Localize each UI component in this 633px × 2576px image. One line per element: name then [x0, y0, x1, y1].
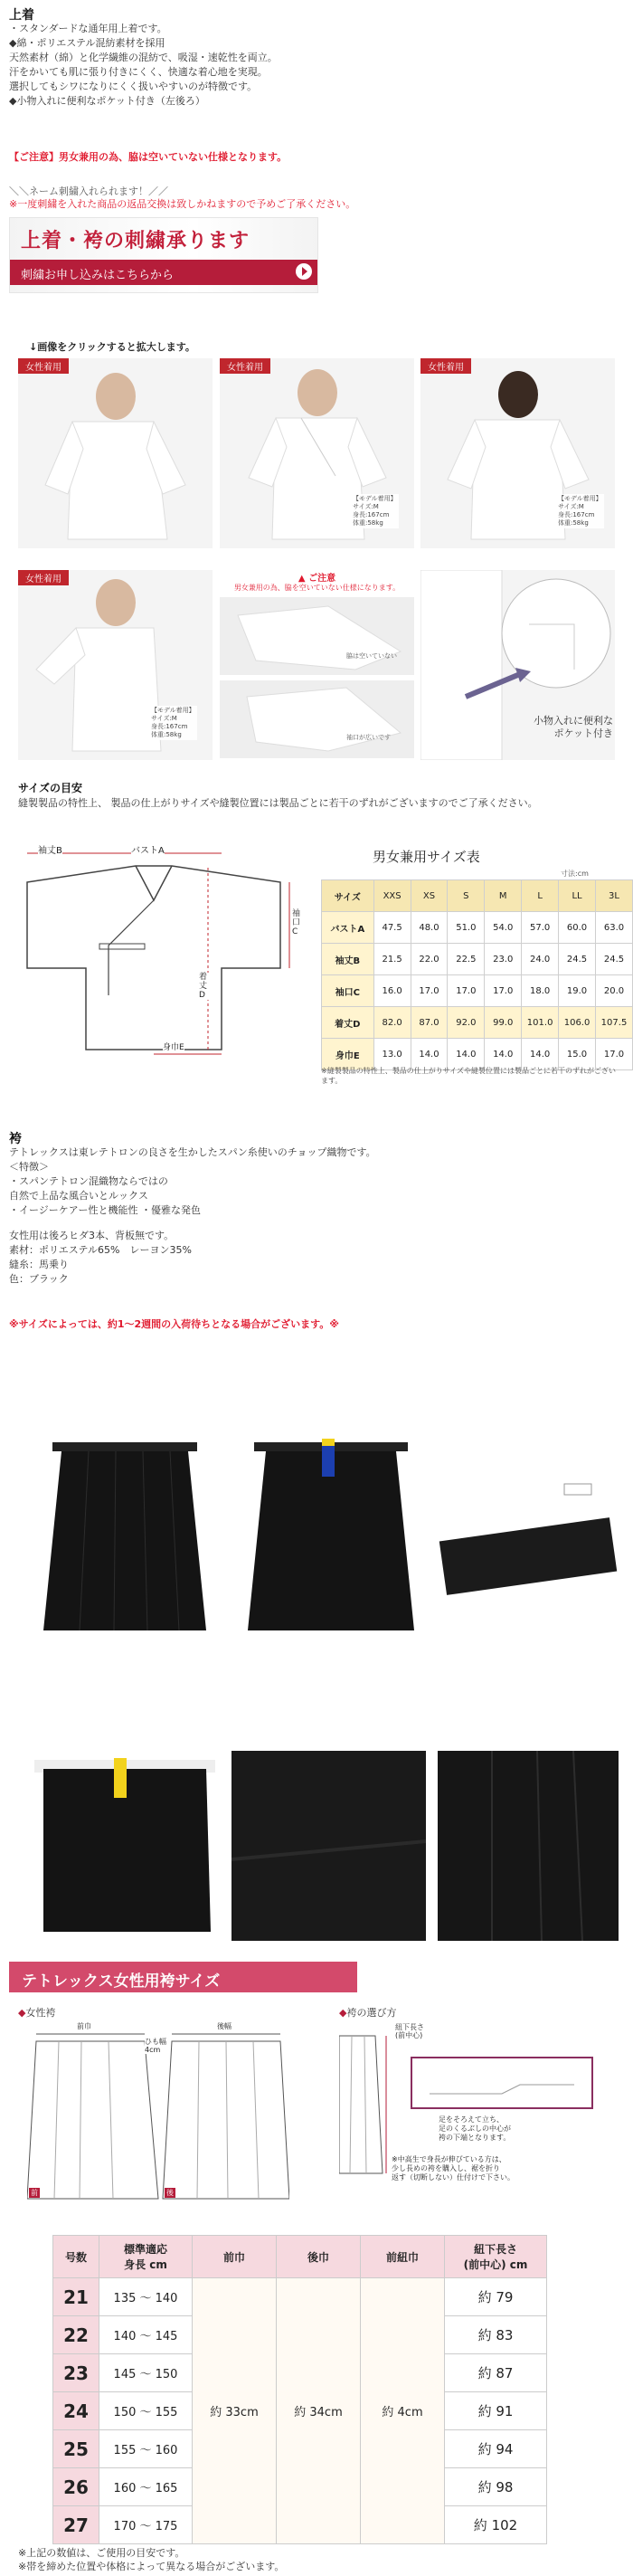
size-table-header-cell: サイズ: [322, 880, 374, 912]
gallery-photo-notice[interactable]: [220, 570, 414, 760]
hakama-length: 約 91: [445, 2392, 547, 2430]
hakama-size-number: 22: [53, 2316, 99, 2354]
hakama-table-header-cell: 後巾: [277, 2236, 361, 2278]
model-caption: 【モデル着用】 サイズ:M 身長:167cm 体重:58kg: [558, 495, 602, 527]
hakama-label-illustration: [231, 1439, 426, 1633]
hakama-texture-illustration: [231, 1751, 426, 1941]
label-front-width: 前巾: [77, 2022, 91, 2030]
embroidery-headline: ＼＼ネーム刺繍入れられます！／／: [9, 185, 168, 197]
size-table-cell: 17.0: [596, 1039, 633, 1070]
hakama-table-header-cell: 前巾: [193, 2236, 277, 2278]
size-table-header-cell: 3L: [596, 880, 633, 912]
label-sleeve-b: 袖丈B: [38, 842, 62, 856]
female-tag: 女性着用: [18, 358, 69, 374]
note-line: ※帯を締めた位置や体格によって異なる場合がございます。: [18, 2561, 285, 2572]
hakama-length: 約 94: [445, 2430, 547, 2468]
hakama-line: テトレックスは東レテトロンの良さを生かしたスパン糸使いのチョップ織物です。: [9, 1146, 376, 1158]
size-table-cell: 51.0: [448, 912, 485, 944]
hakama-size-number: 25: [53, 2430, 99, 2468]
hakama-line: ＜特徴＞: [9, 1161, 49, 1173]
hakama-table-header-cell: 号数: [53, 2236, 99, 2278]
delivery-notice: ※サイズによっては、約1〜2週間の入荷待ちとなる場合がございます。※: [9, 1318, 339, 1330]
gallery-photo-wrap[interactable]: [220, 358, 414, 548]
size-table-cell: 18.0: [522, 975, 559, 1007]
size-table-cell: 15.0: [559, 1039, 596, 1070]
back-tag: 後: [166, 2189, 174, 2197]
embroidery-warning: ※一度刺繍を入れた商品の返品交換は致しかねますので予めご了承ください。: [9, 198, 356, 210]
size-table-footnote: ※縫製製品の特性上、製品の仕上がりサイズや縫製位置には製品ごとに若干のずれがございます。: [321, 1067, 617, 1085]
choose-note-1: 足をそろえて立ち、 足のくるぶしの中心が 袴の下端となります。: [439, 2115, 511, 2142]
size-table-cell: 13.0: [373, 1039, 411, 1070]
hakama-front-himo: 約 4cm: [361, 2278, 445, 2544]
kimono-diagram: [18, 837, 316, 1063]
pocket-caption: 小物入れに便利な ポケット付き: [534, 715, 613, 739]
size-table-row-label: 袖丈B: [322, 944, 374, 975]
hakama-length: 約 79: [445, 2278, 547, 2316]
click-hint: ↓画像をクリックすると拡大します。: [29, 341, 195, 353]
hakama-detail-illustration: [438, 1439, 619, 1633]
size-table-cell: 47.5: [373, 912, 411, 944]
sleeve-label: 袖口が広いです: [346, 734, 391, 741]
embroidery-apply-bar[interactable]: [10, 260, 317, 285]
size-table-header-row: [322, 880, 633, 912]
hakama-table-header-cell: 紐下長さ (前中心) cm: [445, 2236, 547, 2278]
gallery-photo-side[interactable]: [18, 570, 213, 760]
label-cuff-c: 袖口C: [292, 909, 303, 936]
size-guide-text: 縫製製品の特性上、 製品の仕上がりサイズや縫製位置には製品ごとに若干のずれがございますのでご了承ください。: [18, 797, 538, 809]
hakama-photo-front[interactable]: [25, 1439, 220, 1633]
hakama-line: ・スパンテトロン混織物ならではの: [9, 1175, 168, 1187]
size-table-cell: 14.0: [485, 1039, 522, 1070]
size-table-cell: 22.0: [411, 944, 448, 975]
uwagi-bullet: ・スタンダードな通年用上着です。: [9, 23, 167, 34]
size-table-row-label: 身巾E: [322, 1039, 374, 1070]
label-himo-width: ひも幅 4cm: [145, 2038, 166, 2054]
hakama-photo-back[interactable]: [438, 1751, 619, 1941]
hakama-size-number: 24: [53, 2392, 99, 2430]
female-tag: 女性着用: [220, 358, 270, 374]
uwagi-bullet: 選択してもシワになりにくく扱いやすいのが特徴です。: [9, 81, 258, 92]
hakama-height-range: 170 〜 175: [99, 2506, 193, 2544]
hakama-height-range: 135 〜 140: [99, 2278, 193, 2316]
size-table-cell: 82.0: [373, 1007, 411, 1039]
hakama-back-width: 約 34cm: [277, 2278, 361, 2544]
size-table-cell: 24.0: [522, 944, 559, 975]
hakama-line: 色：ブラック: [9, 1273, 69, 1285]
size-table-cell: 63.0: [596, 912, 633, 944]
size-table-header-cell: S: [448, 880, 485, 912]
hakama-length: 約 102: [445, 2506, 547, 2544]
hakama-line: 素材：ポリエステル65% レーヨン35%: [9, 1244, 192, 1256]
hakama-line: 自然で上品な風合いとルックス: [9, 1190, 148, 1202]
hakama-title: 袴: [9, 1132, 22, 1146]
size-table-header-cell: XXS: [373, 880, 411, 912]
size-table-cell: 19.0: [559, 975, 596, 1007]
hakama-table-row: [53, 2278, 547, 2316]
hakama-table-header-row: [53, 2236, 547, 2278]
size-table-cell: 14.0: [522, 1039, 559, 1070]
choose-note-2: ※中高生で身長が伸びている方は、 少し長めの袴を購入し、裾を折り 返す（切断しない）仕付けで下さい。: [392, 2155, 515, 2182]
diamond-icon: ◆: [339, 2007, 347, 2019]
size-table-header-cell: M: [485, 880, 522, 912]
hakama-length: 約 83: [445, 2316, 547, 2354]
size-table-row: [322, 944, 633, 975]
size-table-cell: 24.5: [596, 944, 633, 975]
female-tag: 女性着用: [18, 570, 69, 585]
hakama-size-number: 27: [53, 2506, 99, 2544]
gallery-photo-front[interactable]: [18, 358, 213, 548]
size-guide-title: サイズの目安: [18, 782, 83, 794]
hakama-photo-detail[interactable]: [438, 1439, 619, 1633]
hakama-size-notes: [18, 2546, 284, 2573]
hakama-length: 約 87: [445, 2354, 547, 2392]
arrow-right-icon[interactable]: [296, 263, 312, 280]
embroidery-apply-label: 刺繍お申し込みはこちらから: [21, 269, 175, 282]
uwagi-bullet: ◆綿・ポリエステル混紡素材を採用: [9, 37, 165, 49]
embroidery-banner-title: 上着・袴の刺繍承ります: [21, 229, 250, 252]
diamond-icon: ◆: [18, 2007, 26, 2019]
size-table-header-cell: L: [522, 880, 559, 912]
size-table-cell: 23.0: [485, 944, 522, 975]
size-table-cell: 101.0: [522, 1007, 559, 1039]
size-table-cell: 14.0: [411, 1039, 448, 1070]
hakama-front-illustration: [25, 1439, 220, 1633]
size-table-cell: 17.0: [448, 975, 485, 1007]
uwagi-bullet: 天然素材（綿）と化学繊維の混紡で、吸湿・速乾性を両立。: [9, 52, 278, 63]
size-table-cell: 20.0: [596, 975, 633, 1007]
choose-hakama-title: ◆袴の選び方: [339, 2007, 397, 2019]
size-table-header-cell: LL: [559, 880, 596, 912]
hakama-size-table: [52, 2235, 547, 2544]
size-table-title: 男女兼用サイズ表: [373, 849, 480, 865]
size-table-cell: 57.0: [522, 912, 559, 944]
uwagi-title: 上着: [9, 8, 34, 23]
hakama-height-range: 145 〜 150: [99, 2354, 193, 2392]
size-table-unit: 寸法:cm: [561, 870, 589, 878]
gallery-photo-pocket[interactable]: [420, 570, 615, 760]
size-table-cell: 22.5: [448, 944, 485, 975]
hakama-back-illustration: [438, 1751, 619, 1941]
hakama-table-header-cell: 標準適応 身長 cm: [99, 2236, 193, 2278]
front-tag: 前: [31, 2189, 38, 2197]
label-back-width: 後幅: [217, 2022, 231, 2030]
size-table-cell: 21.5: [373, 944, 411, 975]
size-table-header-cell: XS: [411, 880, 448, 912]
size-table-row: [322, 912, 633, 944]
size-table-cell: 17.0: [411, 975, 448, 1007]
hakama-photo-label[interactable]: [231, 1439, 426, 1633]
embroidery-banner[interactable]: [9, 217, 318, 293]
size-table: [321, 879, 633, 1070]
hakama-folded-illustration: [25, 1751, 220, 1941]
hakama-lines: [9, 1145, 376, 1287]
label-body-width-e: 身巾E: [163, 1041, 184, 1052]
uwagi-notice: 【ご注意】男女兼用の為、脇は空いていない仕様となります。: [9, 151, 288, 163]
size-table-cell: 54.0: [485, 912, 522, 944]
hakama-photo-folded[interactable]: [25, 1751, 220, 1941]
size-table-cell: 24.5: [559, 944, 596, 975]
size-table-cell: 106.0: [559, 1007, 596, 1039]
uwagi-bullets: [9, 22, 278, 109]
hakama-height-range: 155 〜 160: [99, 2430, 193, 2468]
size-table-cell: 60.0: [559, 912, 596, 944]
hakama-size-banner: [9, 1962, 357, 1992]
model-caption: 【モデル着用】 サイズ:M 身長:167cm 体重:58kg: [151, 707, 195, 738]
hakama-front-width: 約 33cm: [193, 2278, 277, 2544]
hakama-line: [9, 1218, 376, 1229]
uwagi-bullet: 汗をかいても肌に張り付きにくく、快適な着心地を実現。: [9, 66, 268, 78]
hakama-height-range: 140 〜 145: [99, 2316, 193, 2354]
uwagi-bullet: ◆小物入れに便利なポケット付き（左後ろ）: [9, 95, 205, 107]
size-table-cell: 16.0: [373, 975, 411, 1007]
hakama-height-range: 160 〜 165: [99, 2468, 193, 2506]
size-table-cell: 87.0: [411, 1007, 448, 1039]
size-table-cell: 48.0: [411, 912, 448, 944]
hakama-size-number: 21: [53, 2278, 99, 2316]
notice-text: 男女兼用の為、脇を空いていない仕様になります。: [233, 584, 401, 592]
size-table-row: [322, 1007, 633, 1039]
hakama-line: 女性用は後ろヒダ3本、背板無です。: [9, 1230, 175, 1241]
hakama-size-banner-title: テトレックス女性用袴サイズ: [22, 1972, 221, 1991]
gallery-photo-back[interactable]: [420, 358, 615, 548]
note-line: ※上記の数値は、ご使用の目安です。: [18, 2547, 185, 2559]
size-table-row-label: 着丈D: [322, 1007, 374, 1039]
hakama-length: 約 98: [445, 2468, 547, 2506]
hakama-line: ・イージーケアー性と機能性 ・優雅な発色: [9, 1204, 201, 1216]
label-length-d: 着丈D: [199, 973, 210, 1000]
notice-title: ▲ ご注意: [298, 574, 336, 584]
size-table-row-label: バストA: [322, 912, 374, 944]
hakama-table-header-cell: 前紐巾: [361, 2236, 445, 2278]
hakama-height-range: 150 〜 155: [99, 2392, 193, 2430]
hakama-dimension-diagram: [27, 2021, 289, 2202]
kimono-front-illustration: [18, 358, 213, 548]
hakama-photo-texture[interactable]: [231, 1751, 426, 1941]
size-table-cell: 17.0: [485, 975, 522, 1007]
female-tag: 女性着用: [420, 358, 471, 374]
size-table-cell: 14.0: [448, 1039, 485, 1070]
label-bust-a: バストA: [131, 842, 165, 856]
size-table-cell: 107.5: [596, 1007, 633, 1039]
hakama-size-number: 26: [53, 2468, 99, 2506]
size-table-cell: 99.0: [485, 1007, 522, 1039]
size-table-cell: 92.0: [448, 1007, 485, 1039]
kimono-diagram-svg: [18, 837, 316, 1063]
model-caption: 【モデル着用】 サイズ:M 身長:167cm 体重:58kg: [353, 495, 397, 527]
size-table-row: [322, 975, 633, 1007]
hakama-size-number: 23: [53, 2354, 99, 2392]
size-table-row-label: 袖口C: [322, 975, 374, 1007]
female-hakama-title: ◆女性袴: [18, 2007, 56, 2019]
label-length-front: 紐下長さ (前中心): [395, 2023, 424, 2039]
hakama-line: 縫糸：馬乗り: [9, 1259, 69, 1270]
hakama-choose-diagram: [339, 2021, 619, 2211]
side-label: 脇は空いていない: [346, 652, 397, 660]
